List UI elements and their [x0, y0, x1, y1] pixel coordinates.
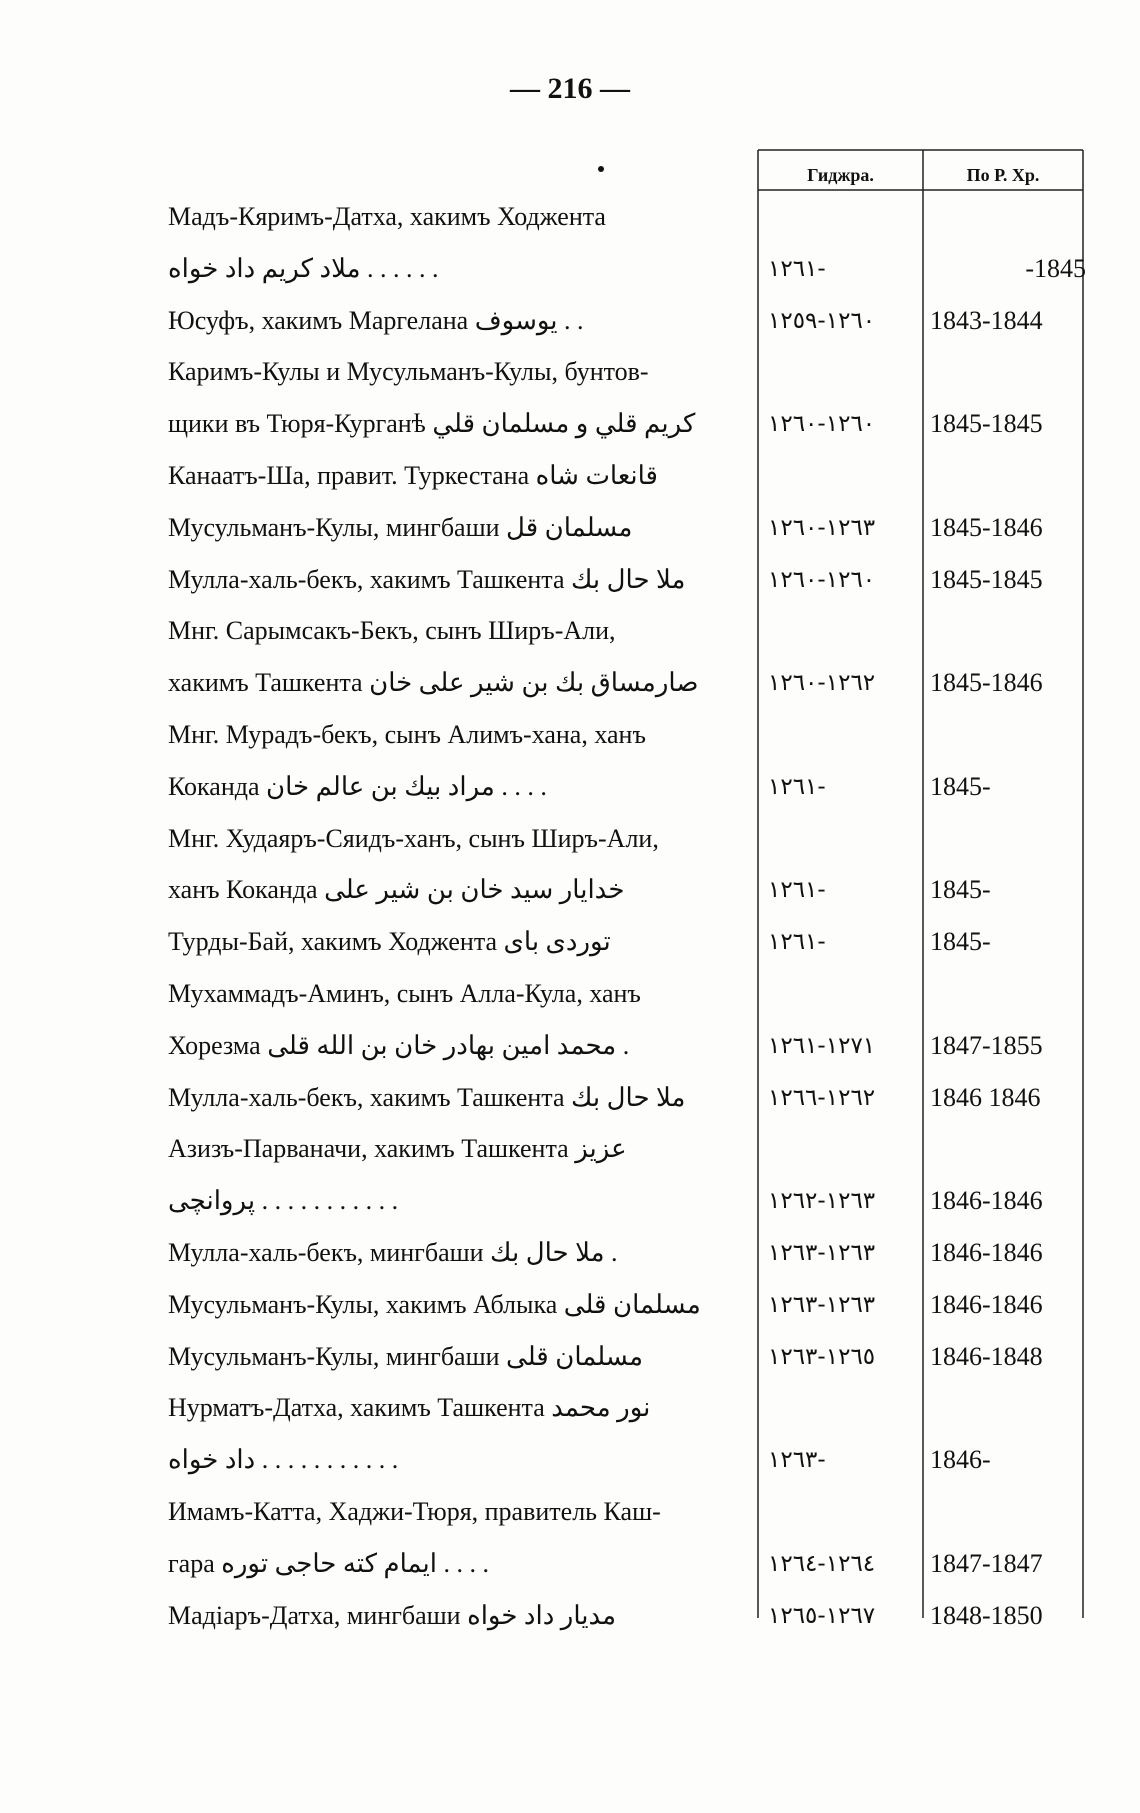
row-christian-years: 1846-	[930, 1445, 991, 1474]
row-description: Мулла-халь-бекъ, мингбаши ملا حال بك .	[168, 1238, 618, 1267]
row-hijra-years: ١٢٦١-	[768, 877, 826, 903]
row-christian-years: 1846-1846	[930, 1238, 1043, 1267]
row-description: Имамъ-Катта, Хаджи-Тюря, правитель Каш-	[168, 1497, 661, 1526]
row-hijra-years: ١٢٦٧-١٢٦٥	[768, 1603, 876, 1629]
table-row	[168, 1179, 1088, 1223]
row-hijra-years: ١٢٦٠-١٢٦٠	[768, 567, 876, 593]
row-description: Турды-Бай, хакимъ Ходжента توردى باى	[168, 927, 611, 956]
row-hijra-years: ١٢٦٢-١٢٦٦	[768, 1085, 876, 1111]
row-christian-years: -1845	[1025, 254, 1086, 283]
row-hijra-years: ١٢٧١-١٢٦١	[768, 1033, 876, 1059]
page-number: — 216 —	[510, 72, 630, 105]
row-christian-years: 1846 1846	[930, 1083, 1041, 1112]
table-row	[168, 1283, 1088, 1327]
row-description: Юсуфъ, хакимъ Маргелана يوسوف . .	[168, 306, 584, 335]
table-row	[168, 350, 1088, 394]
table-row	[168, 972, 1088, 1016]
row-hijra-years: ١٢٦١-	[768, 929, 826, 955]
table-row	[168, 506, 1088, 550]
row-christian-years	[930, 609, 1086, 653]
row-description: Канаатъ-Ша, правит. Туркестана قانعات شاه	[168, 461, 658, 490]
table-row	[168, 1335, 1088, 1379]
row-christian-years	[930, 972, 1086, 1016]
table-row	[168, 195, 1088, 239]
row-hijra-years: ١٢٦٠-١٢٥٩	[768, 308, 876, 334]
row-christian-years: 1847-1847	[930, 1549, 1043, 1578]
row-christian-years	[930, 1127, 1086, 1171]
row-christian-years: 1845-1845	[930, 409, 1043, 438]
row-hijra-years: ١٢٦٣-١٢٦٣	[768, 1292, 876, 1318]
row-description: Мусульманъ-Кулы, хакимъ Аблыка مسلمان قلى	[168, 1290, 701, 1319]
row-hijra-years: ١٢٦٣-	[768, 1447, 826, 1473]
row-christian-years	[930, 817, 1086, 861]
row-christian-years: 1845-	[930, 772, 991, 801]
row-description: داد خواه . . . . . . . . . . .	[168, 1445, 399, 1474]
row-description: Мадъ-Кяримъ-Датха, хакимъ Ходжента	[168, 202, 606, 231]
row-hijra-years: ١٢٦٥-١٢٦٣	[768, 1344, 876, 1370]
row-christian-years	[930, 195, 1086, 239]
row-description: پروانچى . . . . . . . . . . .	[168, 1186, 399, 1215]
row-hijra-years	[768, 817, 918, 861]
ink-dot	[598, 166, 604, 172]
row-description: Хорезма محمد امين بهادر خان بن الله قلى .	[168, 1031, 630, 1060]
table-row	[168, 1490, 1088, 1534]
row-christian-years: 1843-1844	[930, 306, 1043, 335]
row-description: Коканда مراد بيك بن عالم خان . . . .	[168, 772, 547, 801]
table-row	[168, 247, 1088, 291]
header-hijra: Гиджра.	[807, 165, 874, 185]
row-hijra-years	[768, 1490, 918, 1534]
header-christian-era: По Р. Хр.	[966, 165, 1040, 185]
row-hijra-years	[768, 1386, 918, 1430]
row-hijra-years	[768, 609, 918, 653]
table-row	[168, 402, 1088, 446]
row-hijra-years	[768, 350, 918, 394]
row-description: Азизъ-Парваначи, хакимъ Ташкента عزيز	[168, 1134, 627, 1163]
row-description: Мулла-халь-бекъ, хакимъ Ташкента ملا حال بك	[168, 1083, 686, 1112]
row-description: ملاد كريم داد خواه . . . . . .	[168, 254, 439, 283]
row-christian-years: 1846-1846	[930, 1290, 1043, 1319]
table-row	[168, 1542, 1088, 1586]
table-row	[168, 1594, 1088, 1638]
table-row	[168, 1024, 1088, 1068]
table-row	[168, 1127, 1088, 1171]
row-description: Мусульманъ-Кулы, мингбаши مسلمان قلى	[168, 1342, 644, 1371]
table-row	[168, 765, 1088, 809]
row-hijra-years: ١٢٦٤-١٢٦٤	[768, 1551, 876, 1577]
table-row	[168, 1438, 1088, 1482]
table-row	[168, 609, 1088, 653]
table-row	[168, 1076, 1088, 1120]
row-christian-years: 1846-1848	[930, 1342, 1043, 1371]
row-description: Мухаммадъ-Аминъ, сынъ Алла-Кула, ханъ	[168, 979, 641, 1008]
row-hijra-years: ١٢٦٣-١٢٦٠	[768, 515, 876, 541]
row-christian-years: 1846-1846	[930, 1186, 1043, 1215]
row-description: Мнг. Сарымсакъ-Бекъ, сынъ Ширъ-Али,	[168, 616, 616, 645]
table-row	[168, 920, 1088, 964]
row-christian-years	[930, 350, 1086, 394]
row-hijra-years: ١٢٦٣-١٢٦٢	[768, 1188, 876, 1214]
row-hijra-years	[768, 195, 918, 239]
row-description: Каримъ-Кулы и Мусульманъ-Кулы, бунтов-	[168, 357, 649, 386]
table-row	[168, 454, 1088, 498]
row-christian-years	[930, 713, 1086, 757]
table-row	[168, 1386, 1088, 1430]
row-hijra-years: ١٢٦١-	[768, 256, 826, 282]
table-row	[168, 299, 1088, 343]
row-description: гара ايمام كته حاجى توره . . . .	[168, 1549, 490, 1578]
row-description: Нурматъ-Датха, хакимъ Ташкента نور محمد	[168, 1393, 651, 1422]
row-christian-years: 1845-1845	[930, 565, 1043, 594]
row-hijra-years	[768, 1127, 918, 1171]
row-description: Мулла-халь-бекъ, хакимъ Ташкента ملا حال بك	[168, 565, 686, 594]
row-description: Мусульманъ-Кулы, мингбаши مسلمان قل	[168, 513, 633, 542]
table-row	[168, 868, 1088, 912]
row-description: ханъ Коканда خدايار سيد خان بن شير على	[168, 875, 625, 904]
row-christian-years: 1845-1846	[930, 513, 1043, 542]
row-christian-years: 1848-1850	[930, 1601, 1043, 1630]
table-row	[168, 817, 1088, 861]
table-row	[168, 661, 1088, 705]
row-hijra-years: ١٢٦٣-١٢٦٣	[768, 1240, 876, 1266]
row-description: щики въ Тюря-Курганѣ كريم قلي و مسلمان قلي	[168, 409, 696, 438]
row-hijra-years	[768, 972, 918, 1016]
row-description: Мнг. Мурадъ-бекъ, сынъ Алимъ-хана, ханъ	[168, 720, 646, 749]
row-christian-years: 1847-1855	[930, 1031, 1043, 1060]
row-christian-years: 1845-1846	[930, 668, 1043, 697]
row-christian-years: 1845-	[930, 927, 991, 956]
table-row	[168, 1231, 1088, 1275]
row-christian-years: 1845-	[930, 875, 991, 904]
row-hijra-years	[768, 713, 918, 757]
row-hijra-years: ١٢٦١-	[768, 774, 826, 800]
row-description: Мадіаръ-Датха, мингбаши مديار داد خواه	[168, 1601, 617, 1630]
row-christian-years	[930, 1490, 1086, 1534]
row-hijra-years	[768, 454, 918, 498]
row-hijra-years: ١٢٦٠-١٢٦٠	[768, 411, 876, 437]
row-christian-years	[930, 1386, 1086, 1430]
table-row	[168, 713, 1088, 757]
row-description: Мнг. Худаяръ-Сяидъ-ханъ, сынъ Ширъ-Али,	[168, 824, 659, 853]
table-row	[168, 558, 1088, 602]
row-description: хакимъ Ташкента صارمساق بك بن شير على خان	[168, 668, 699, 697]
row-christian-years	[930, 454, 1086, 498]
row-hijra-years: ١٢٦٢-١٢٦٠	[768, 670, 876, 696]
